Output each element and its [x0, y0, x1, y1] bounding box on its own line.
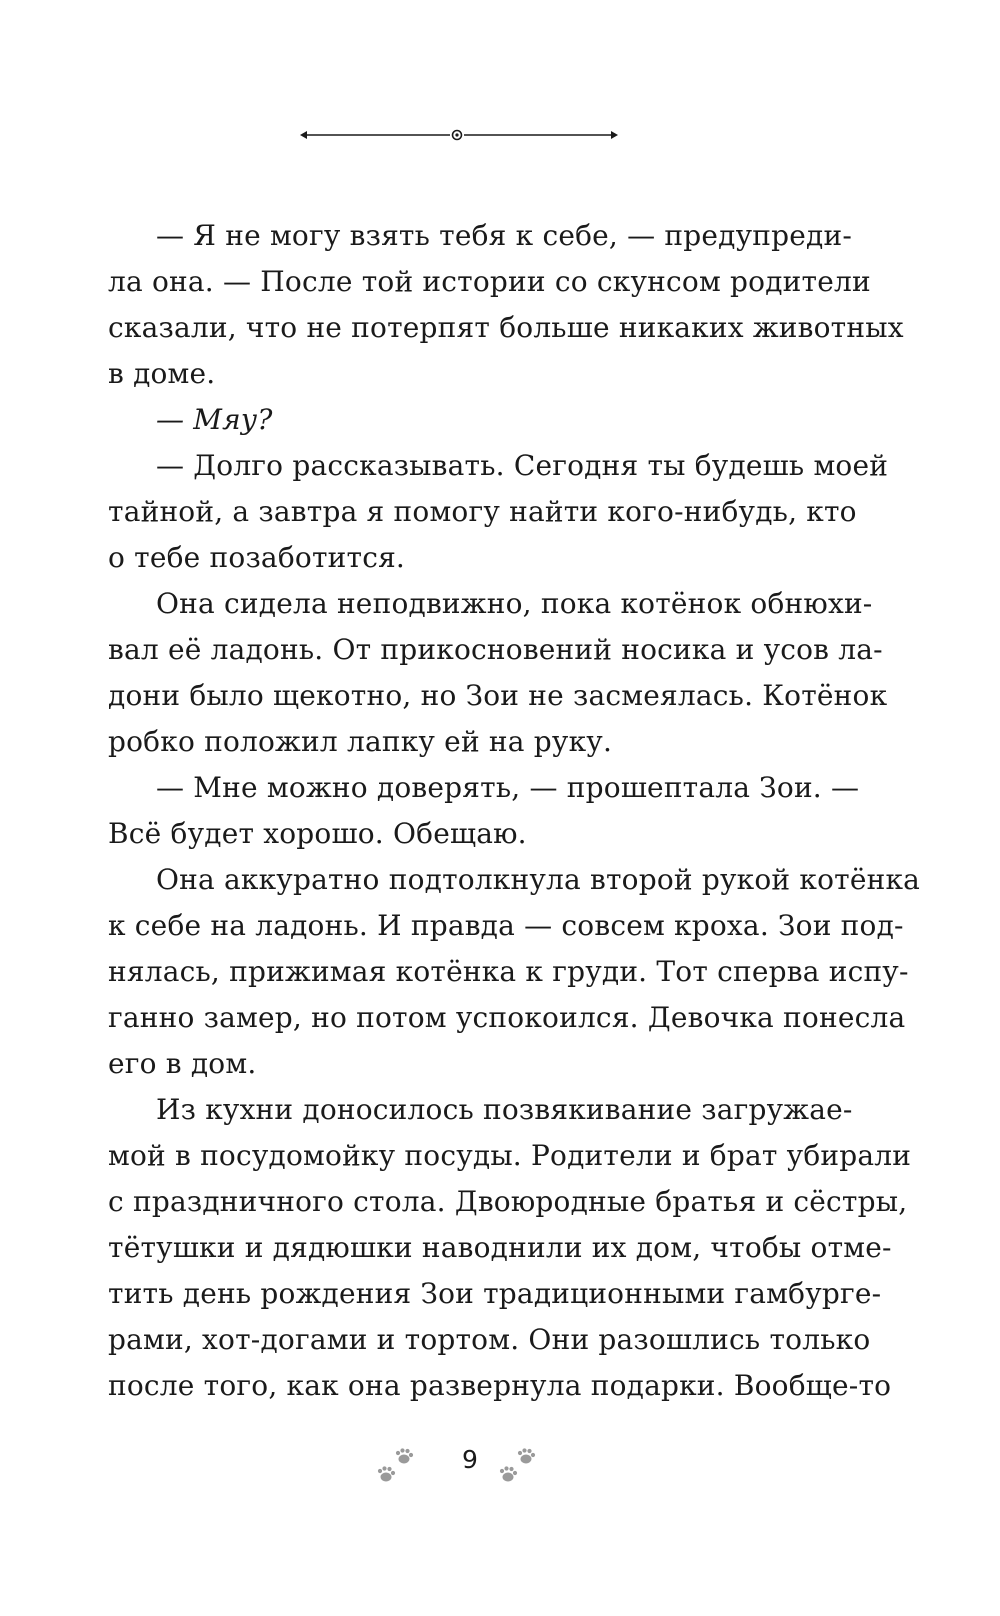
text-line: Она сидела неподвижно, пока котёнок обнюхи- — [156, 587, 873, 620]
text-line: — Я не могу взять тебя к себе, — предупреди- — [156, 219, 853, 252]
text-line: к себе на ладонь. И правда — совсем кроха. Зои под- — [108, 909, 904, 942]
text-line: тить день рождения Зои традиционными гамбурге- — [108, 1277, 882, 1310]
text-line — [108, 397, 828, 443]
text-line: ла она. — После той истории со скунсом родители — [108, 265, 871, 298]
text-line: Всё будет хорошо. Обещаю. — [108, 817, 527, 850]
page-number: 9 — [462, 1445, 478, 1474]
page-text — [108, 213, 921, 1409]
text-line: Она аккуратно подтолкнула второй рукой котёнка — [156, 863, 921, 896]
page-footer — [370, 1440, 570, 1500]
text-line: тайной, а завтра я помогу найти кого-нибудь, кто — [108, 495, 857, 528]
italic-meow: — Мяу? — [156, 403, 273, 436]
text-line: — Мне можно доверять, — прошептала Зои. — — [156, 771, 860, 804]
text-line: Из кухни доносилось позвякивание загружае- — [156, 1093, 853, 1126]
text-line: нялась, прижимая котёнка к груди. Тот сперва испу- — [108, 955, 909, 988]
text-line: дони было щекотно, но Зои не засмеялась. Котёнок — [108, 679, 888, 712]
text-line: его в дом. — [108, 1047, 257, 1080]
text-line: о тебе позаботится. — [108, 541, 406, 574]
text-line: мой в посудомойку посуды. Родители и брат убирали — [108, 1139, 912, 1172]
text-line: с праздничного стола. Двоюродные братья и сёстры, — [108, 1185, 908, 1218]
text-line: рами, хот-догами и тортом. Они разошлись только — [108, 1323, 871, 1356]
text-line: после того, как она развернула подарки. Вообще-то — [108, 1369, 892, 1402]
text-line: вал её ладонь. От прикосновений носика и усов ла- — [108, 633, 883, 666]
text-line: в доме. — [108, 357, 216, 390]
text-line: — Долго рассказывать. Сегодня ты будешь моей — [156, 449, 889, 482]
text-line: сказали, что не потерпят больше никаких животных — [108, 311, 904, 344]
paw-prints-icon — [495, 1444, 541, 1490]
text-line: ганно замер, но потом успокоился. Девочка понесла — [108, 1001, 906, 1034]
divider-ornament — [300, 126, 650, 144]
text-line: тётушки и дядюшки наводнили их дом, чтобы отме- — [108, 1231, 892, 1264]
text-line: робко положил лапку ей на руку. — [108, 725, 613, 758]
